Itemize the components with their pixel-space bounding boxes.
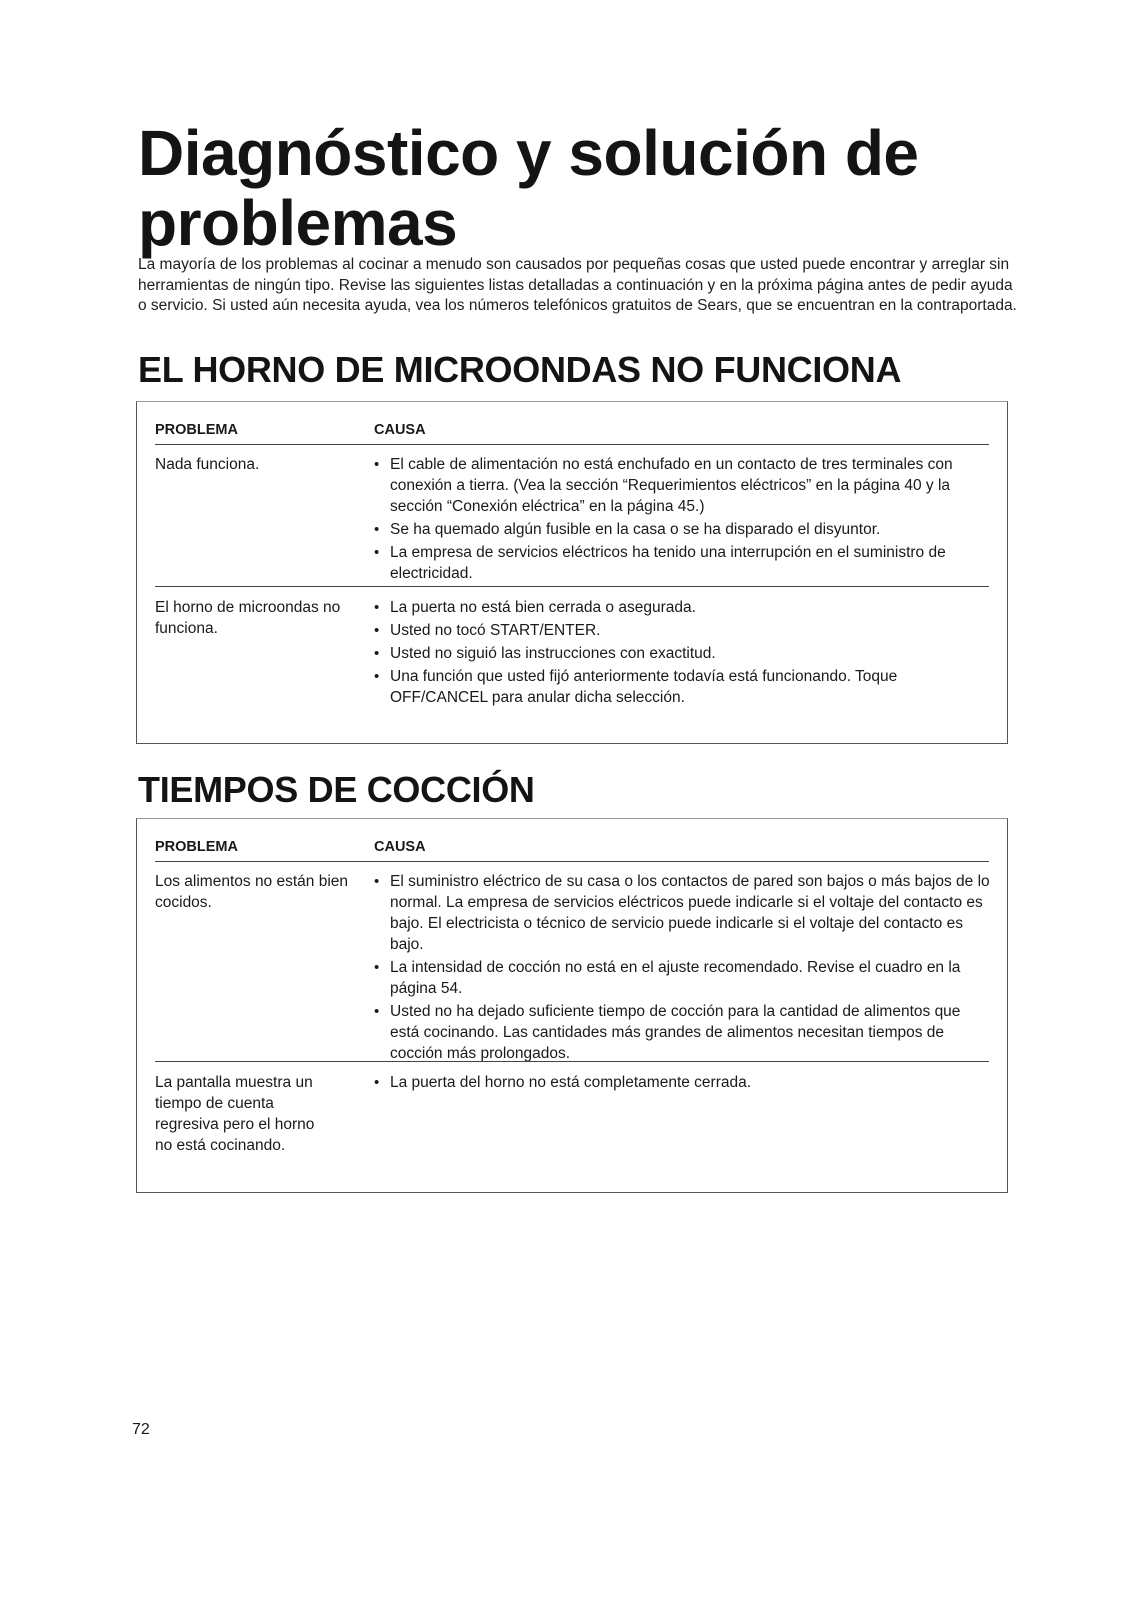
cause-list — [374, 1072, 993, 1095]
troubleshooting-table-cooking-times — [136, 818, 1008, 1193]
intro-paragraph: La mayoría de los problemas al cocinar a menudo son causados por pequeñas cosas que usted puede encontrar y arreglar sin herramientas de ningún tipo. Revise las siguientes listas detalladas a continuación y en la próxima página antes de pedir ayuda o servicio. Si usted aún necesita ayuda, vea los números telefónicos gratuitos de Sears, que se encuentran en la contraportada. — [138, 256, 1017, 314]
row-divider — [155, 586, 989, 587]
page-number: 72 — [132, 1421, 150, 1438]
cause-item: • La puerta del horno no está completamente cerrada. — [374, 1072, 993, 1093]
cause-item: • La intensidad de cocción no está en el ajuste recomendado. Revise el cuadro en la página 54. — [374, 957, 993, 999]
cause-list — [374, 871, 993, 1066]
cause-list — [374, 597, 993, 710]
cause-item: • El cable de alimentación no está enchufado en un contacto de tres terminales con conexión a tierra. (Vea la sección “Requerimientos eléctricos” en la página 40 y la sección “Conexión eléctrica” en la página 45.) — [374, 454, 993, 517]
problem-text: La pantalla muestra un tiempo de cuenta regresiva pero el horno no está cocinando. — [155, 1074, 315, 1154]
cause-item: • La puerta no está bien cerrada o asegurada. — [374, 597, 993, 618]
cause-item: • Una función que usted fijó anteriormente todavía está funcionando. Toque OFF/CANCEL para anular dicha selección. — [374, 666, 993, 708]
section-heading-cooking-times: TIEMPOS DE COCCIÓN — [138, 769, 535, 810]
cause-item: • La empresa de servicios eléctricos ha tenido una interrupción en el suministro de electricidad. — [374, 542, 993, 584]
cause-item: • Usted no tocó START/ENTER. — [374, 620, 993, 641]
column-header-problem: PROBLEMA — [155, 839, 238, 855]
page-title-line-2: problemas — [138, 187, 458, 259]
page-title — [138, 118, 1038, 258]
problem-text: Nada funciona. — [155, 456, 260, 473]
cause-item: • Usted no ha dejado suficiente tiempo de cocción para la cantidad de alimentos que está cocinando. Las cantidades más grandes de alimentos necesitan tiempos de cocción más prolongados. — [374, 1001, 993, 1064]
column-header-cause: CAUSA — [374, 422, 426, 438]
cause-list — [374, 454, 993, 586]
problem-text: Los alimentos no están bien cocidos. — [155, 873, 349, 911]
cause-item: • Se ha quemado algún fusible en la casa o se ha disparado el disyuntor. — [374, 519, 993, 540]
cause-item: • Usted no siguió las instrucciones con exactitud. — [374, 643, 993, 664]
header-divider — [155, 444, 989, 445]
troubleshooting-table-microwave — [136, 401, 1008, 744]
cause-item: • El suministro eléctrico de su casa o los contactos de pared son bajos o más bajos de lo normal. La empresa de servicios eléctricos puede indicarle si el voltaje del contacto es bajo. El electricista o técnico de servicio puede indicarle si el voltaje del contacto es bajo. — [374, 871, 993, 955]
column-header-cause: CAUSA — [374, 839, 426, 855]
section-heading-microwave-not-working: EL HORNO DE MICROONDAS NO FUNCIONA — [138, 349, 902, 390]
header-divider — [155, 861, 989, 862]
column-header-problem: PROBLEMA — [155, 422, 238, 438]
row-divider — [155, 1061, 989, 1062]
problem-text: El horno de microondas no funciona. — [155, 599, 341, 637]
page-title-line-1: Diagnóstico y solución de — [138, 117, 919, 189]
